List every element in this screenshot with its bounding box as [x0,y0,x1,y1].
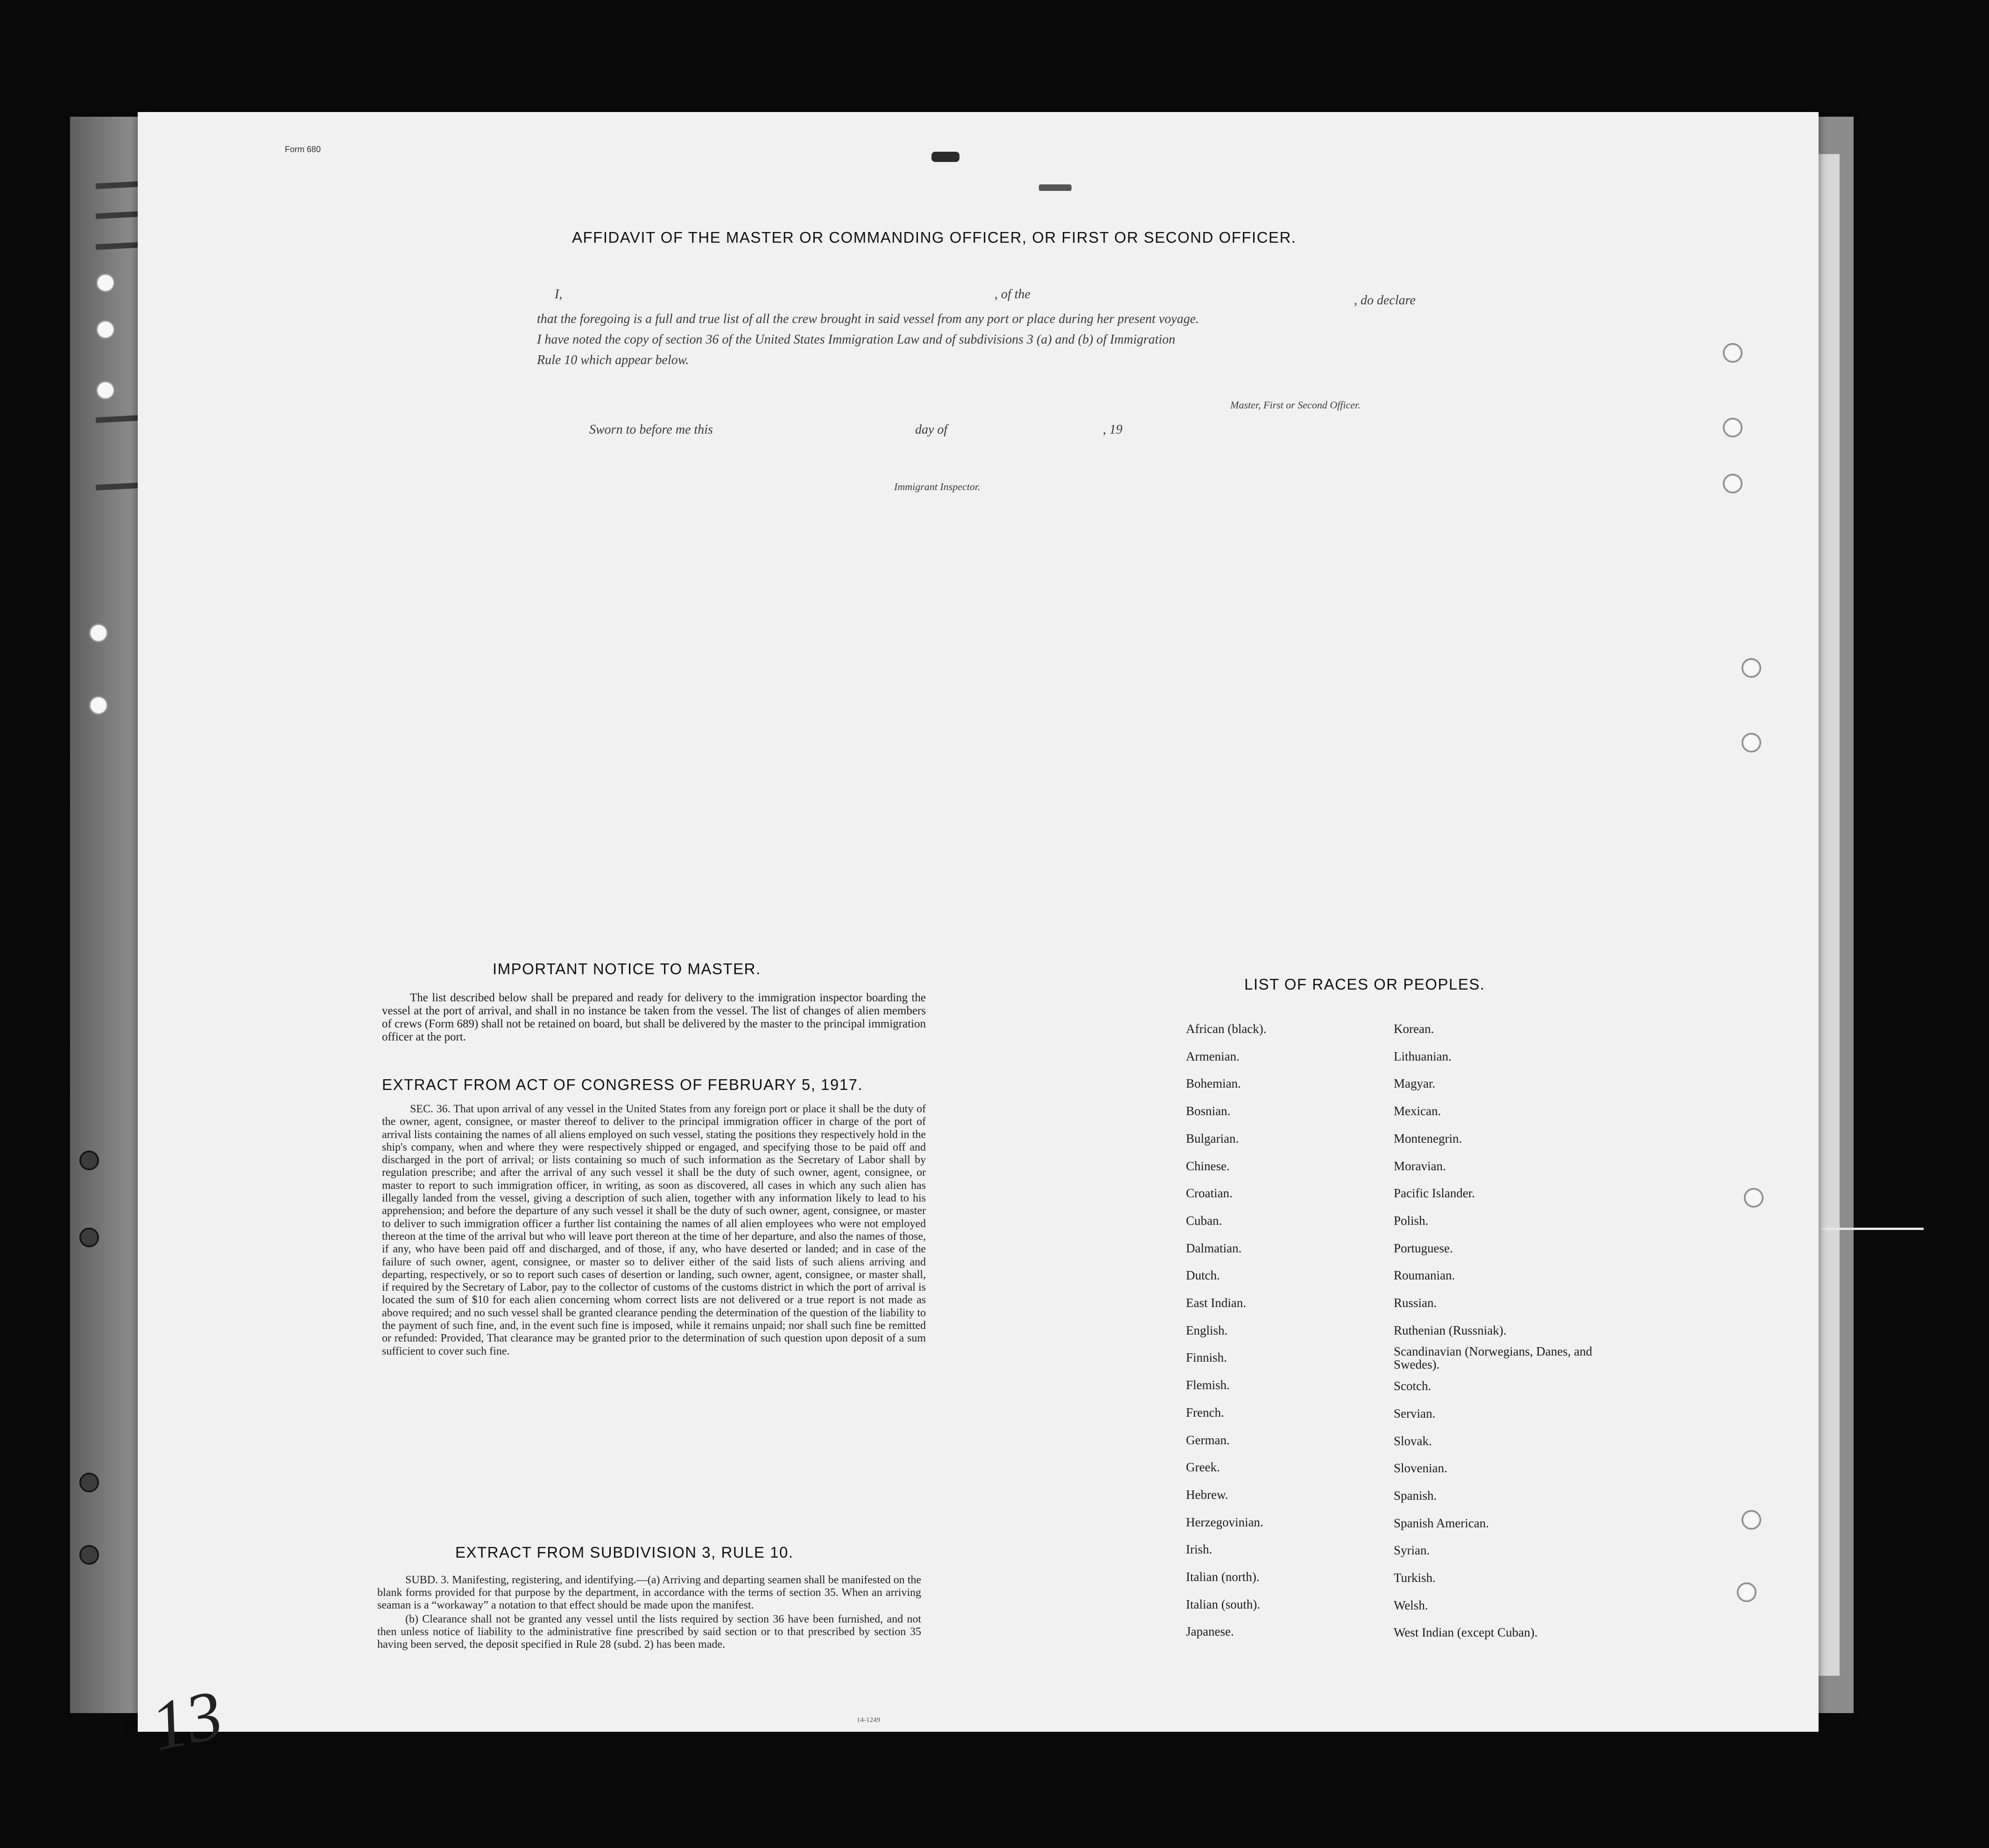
race-item: Slovenian. [1394,1461,1447,1476]
race-item: Herzegovinian. [1186,1515,1263,1529]
punch-hole [79,1151,99,1170]
race-item: Italian (north). [1186,1570,1260,1584]
race-item: Spanish. [1394,1488,1437,1503]
punch-hole [79,1473,99,1492]
punch-hole [89,696,108,715]
rule-10-text [377,1574,921,1651]
race-item: Lithuanian. [1394,1049,1452,1063]
race-item: Servian. [1394,1406,1436,1420]
margin-ink-mark [1821,1228,1924,1272]
paper-clip [931,152,959,162]
race-item: East Indian. [1186,1296,1246,1310]
punch-hole [79,1228,99,1247]
race-item: African (black). [1186,1022,1267,1036]
race-item: Spanish American. [1394,1516,1489,1530]
race-item: Irish. [1186,1542,1213,1557]
race-item: West Indian (except Cuban). [1394,1625,1538,1640]
race-item: Syrian. [1394,1543,1430,1558]
race-item: Croatian. [1186,1186,1233,1201]
punch-hole [79,1545,99,1565]
punch-hole [1744,1188,1763,1208]
punch-hole [1723,474,1742,493]
race-item: Montenegrin. [1394,1131,1462,1145]
punch-hole [96,273,115,293]
sworn-label: Sworn to before me this [589,422,713,437]
race-item: Dutch. [1186,1268,1220,1283]
rule-para-b: (b) Clearance shall not be granted any vessel until the lists required by section 36 have been furnished, and not then unless notice of liability to the administrative fine prescribed by said section or to that prescribed by section 35 having been served, the deposit specified in Rule 28 (subd. 2) has been made. [377,1613,921,1651]
punch-hole [96,380,115,400]
race-item: Japanese. [1186,1624,1234,1639]
race-item: Chinese. [1186,1159,1230,1173]
race-item: Roumanian. [1394,1268,1455,1283]
race-item: Welsh. [1394,1598,1428,1612]
race-item: English. [1186,1323,1228,1337]
race-item: Bulgarian. [1186,1131,1239,1145]
races-right-column [1394,1015,1594,1646]
form-number: Form 680 [285,145,321,154]
punch-hole [96,320,115,339]
race-item: Cuban. [1186,1213,1222,1228]
race-item: German. [1186,1433,1230,1447]
race-item: Bosnian. [1186,1104,1231,1118]
race-item: Greek. [1186,1460,1220,1475]
race-item: Russian. [1394,1296,1437,1310]
declaration-text [537,288,1443,371]
print-code: 14-1249 [857,1716,880,1724]
notice-paragraph: The list described below shall be prepared and ready for delivery to the immigration inspector boarding the vessel at the port of arrival, and shall in no instance be taken from the vessel. The list of changes of alien members of crews (Form 689) shall not be retained on board, but shall be delivered by the master to the principal immigration officer at the port. [382,991,926,1043]
race-item: French. [1186,1405,1224,1419]
paper-clip [1039,184,1072,191]
punch-hole [1742,733,1761,752]
race-item: Armenian. [1186,1049,1240,1063]
race-item: Ruthenian (Russniak). [1394,1323,1507,1337]
year-label: , 19 [1103,422,1122,437]
race-item: Hebrew. [1186,1487,1228,1502]
declaration-line: Rule 10 which appear below. [537,353,689,367]
race-item: Pacific Islander. [1394,1186,1475,1201]
punch-hole [89,623,108,643]
punch-hole [1723,343,1742,363]
race-item: Italian (south). [1186,1597,1260,1611]
race-item: Portuguese. [1394,1241,1453,1255]
vessel-of-the: , of the [994,287,1030,302]
rule-para-a: SUBD. 3. Manifesting, registering, and identifying.—(a) Arriving and departing seamen shall be manifested on the blank forms provided for that purpose by the department, in accordance with the terms of section 35. When an arriving seaman is a “workaway” a notation to that effect should be made upon the manifest. [377,1574,921,1611]
race-item: Finnish. [1186,1350,1227,1365]
races-left-column [1186,1015,1266,1645]
punch-hole [1737,1582,1756,1602]
act-extract-title: EXTRACT FROM ACT OF CONGRESS OF FEBRUARY 5, 1917. [382,1076,863,1093]
race-item: Scandinavian (Norwegians, Danes, and Swedes). [1394,1344,1593,1372]
race-item: Bohemian. [1186,1076,1241,1091]
do-declare: , do declare [1354,293,1416,308]
day-of-label: day of [915,422,948,437]
declarant-i: I, [555,287,563,302]
inspector-signature-label: Immigrant Inspector. [894,481,980,492]
notice-title: IMPORTANT NOTICE TO MASTER. [493,960,761,977]
declaration-line: I have noted the copy of section 36 of the United States Immigration Law and of subdivisions 3 (a) and (b) of Immigration [537,332,1176,347]
race-item: Moravian. [1394,1159,1446,1173]
declaration-line: that the foregoing is a full and true list of all the crew brought in said vessel from any port or place during her present voyage. [537,312,1199,326]
handwritten-number: 13 [144,1675,229,1766]
race-item: Slovak. [1394,1433,1432,1448]
punch-hole [1742,658,1761,678]
rule-extract-title: EXTRACT FROM SUBDIVISION 3, RULE 10. [455,1544,794,1561]
race-item: Flemish. [1186,1378,1230,1392]
race-item: Dalmatian. [1186,1241,1242,1255]
race-item: Scotch. [1394,1379,1432,1393]
race-item: Magyar. [1394,1076,1436,1091]
section-36-paragraph: SEC. 36. That upon arrival of any vessel in the United States from any foreign port or place it shall be the duty of the owner, agent, consignee, or master thereof to deliver to the principal immigration officer in charge of the port of arrival lists containing the names of all aliens employed on such vessel, stating the positions they respectively hold in the ship's company, when and where they were respectively shipped or engaged, and specifying those to be paid off and discharged in the port of arrival; or lists containing so much of such information as the Secretary of Labor shall by regulation prescribe; and after the arrival of any such vessel it shall be the duty of such owner, agent, consignee, or master to report to such immigration officer, in writing, as soon as discovered, all cases in which any such alien has illegally landed from the vessel, giving a description of such alien, together with any information likely to lead to his apprehension; and before the departure of any such vessel it shall be the duty of such owner, agent, consignee, or master to deliver to such immigration officer a further list containing the names of all alien employees who were not employed thereon at the time of the arrival but who will leave port thereon at the time of her departure, and also the names of those, if any, who have been paid off and discharged, and of those, if any, who have deserted or landed; and in case of the failure of such owner, agent, consignee, or master so to deliver either of the said lists of such aliens arriving and departing, respectively, or so to report such cases of desertion or landing, such owner, agent, consignee, or master shall, if required by the Secretary of Labor, pay to the collector of customs of the customs district in which the port of arrival is located the sum of $10 for each alien concerning whom correct lists are not delivered or a true report is not made as above required; and no such vessel shall be granted clearance pending the determination of the question of the liability to the payment of such fine, and, in the event such fine is imposed, while it remains unpaid; nor shall such fine be remitted or refunded: Provided, That clearance may be granted prior to the determination of such question upon deposit of a sum sufficient to cover such fine. [382,1103,926,1357]
section-36-text [382,1103,926,1358]
punch-hole [1723,418,1742,437]
affidavit-title: AFFIDAVIT OF THE MASTER OR COMMANDING OFFICER, OR FIRST OR SECOND OFFICER. [572,229,1297,246]
races-title: LIST OF RACES OR PEOPLES. [1244,976,1485,993]
master-signature-label: Master, First or Second Officer. [1230,399,1361,411]
punch-hole [1742,1510,1761,1530]
race-item: Mexican. [1394,1104,1441,1118]
race-item: Korean. [1394,1022,1434,1036]
race-item: Polish. [1394,1213,1429,1228]
race-item: Turkish. [1394,1571,1436,1585]
notice-body [382,991,926,1044]
